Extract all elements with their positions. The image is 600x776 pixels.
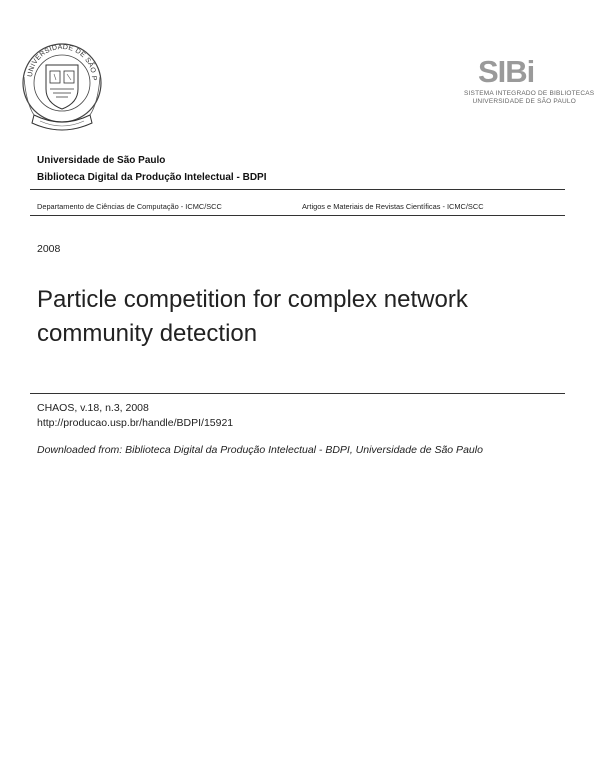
divider xyxy=(30,215,565,216)
sibi-logo-word: SIBi xyxy=(478,54,535,89)
institution-name: Universidade de São Paulo xyxy=(37,155,166,166)
publication-year: 2008 xyxy=(37,243,61,255)
document-title: Particle competition for complex network community detection xyxy=(37,286,468,347)
svg-text:UNIVERSIDADE DE SÃO PAULO: UNIVERSIDADE DE SÃO P xyxy=(26,43,98,81)
department-label: Departamento de Ciências de Computação - ICMC/SCC xyxy=(37,202,222,211)
citation: CHAOS, v.18, n.3, 2008 xyxy=(37,402,149,414)
handle-link[interactable]: http://producao.usp.br/handle/BDPI/15921 xyxy=(37,417,234,429)
divider xyxy=(30,393,565,394)
library-name: Biblioteca Digital da Produção Intelectual - BDPI xyxy=(37,172,267,183)
collection-label: Artigos e Materiais de Revistas Científicas - ICMC/SCC xyxy=(302,202,484,211)
downloaded-from-note: Downloaded from: Biblioteca Digital da Produção Intelectual - BDPI, Universidade de São Paulo xyxy=(37,444,483,456)
university-seal-icon xyxy=(20,33,104,143)
divider xyxy=(30,189,565,190)
sibi-logo-subtitle-1: SISTEMA INTEGRADO DE BIBLIOTECAS xyxy=(464,90,595,97)
sibi-logo-subtitle-2: UNIVERSIDADE DE SÃO PAULO xyxy=(472,98,576,105)
sibi-logo-icon xyxy=(464,54,595,108)
